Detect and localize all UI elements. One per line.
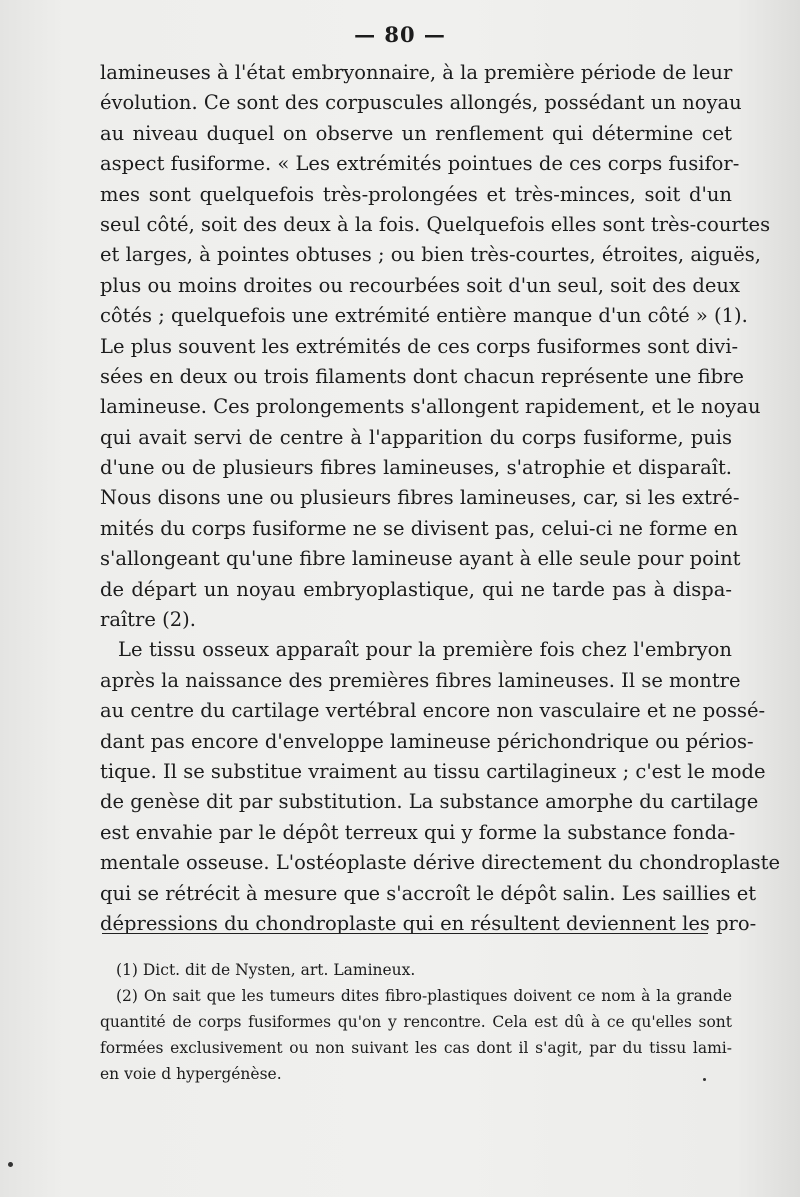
paper-speck	[8, 1162, 13, 1167]
text-line: évolution. Ce sont des corpuscules allongés, possédant un noyau	[100, 91, 742, 115]
text-line: Le plus souvent les extrémités de ces corps fusiformes sont divi-	[100, 334, 739, 358]
footnote-line: quantité de corps fusiformes qu'on y rencontre. Cela est dû à ce qu'elles sont	[100, 1013, 732, 1031]
text-line: qui se rétrécit à mesure que s'accroît le dépôt salin. Les saillies et	[100, 881, 757, 905]
footnote-line: (1) Dict. dit de Nysten, art. Lamineux.	[116, 961, 416, 979]
text-line: d'une ou de plusieurs fibres lamineuses, s'atrophie et disparaît.	[100, 456, 732, 480]
text-line: au niveau duquel on observe un renflement qui détermine cet	[100, 121, 732, 145]
footnote-line: formées exclusivement ou non suivant les cas dont il s'agit, par du tissu lami-	[100, 1039, 732, 1057]
text-line: aspect fusiforme. « Les extrémités pointues de ces corps fusifor-	[100, 152, 740, 176]
text-line: raître (2).	[100, 608, 196, 632]
text-line: mes sont quelquefois très-prolongées et très-minces, soit d'un	[100, 182, 732, 206]
text-line: Nous disons une ou plusieurs fibres lamineuses, car, si les extré-	[100, 486, 740, 510]
text-line: lamineuse. Ces prolongements s'allongent rapidement, et le noyau	[100, 395, 761, 419]
footnote-separator	[102, 933, 708, 934]
text-line: tique. Il se substitue vraiment au tissu cartilagineux ; c'est le mode	[100, 759, 766, 783]
text-line: de départ un noyau embryoplastique, qui ne tarde pas à dispa-	[100, 577, 732, 601]
text-line: côtés ; quelquefois une extrémité entière manque d'un côté » (1).	[100, 304, 748, 328]
footnote-line: en voie d hypergénèse.	[100, 1065, 282, 1083]
text-line: au centre du cartilage vertébral encore non vasculaire et ne possé-	[100, 699, 766, 723]
page-number: — 80 —	[354, 22, 446, 47]
text-line: est envahie par le dépôt terreux qui y forme la substance fonda-	[100, 820, 736, 844]
text-line: seul côté, soit des deux à la fois. Quelquefois elles sont très-courtes	[100, 212, 771, 236]
text-line: sées en deux ou trois filaments dont chacun représente une fibre	[100, 364, 744, 388]
text-line: s'allongeant qu'une fibre lamineuse ayant à elle seule pour point	[100, 547, 741, 571]
text-line: mentale osseuse. L'ostéoplaste dérive directement du chondroplaste	[100, 851, 781, 875]
text-line: Le tissu osseux apparaît pour la première fois chez l'embryon	[118, 638, 732, 662]
text-line: qui avait servi de centre à l'apparition du corps fusiforme, puis	[100, 425, 732, 449]
text-line: dant pas encore d'enveloppe lamineuse périchondrique ou périos-	[100, 729, 754, 753]
footnote-line: (2) On sait que les tumeurs dites fibro-plastiques doivent ce nom à la grande	[116, 987, 732, 1005]
text-line: mités du corps fusiforme ne se divisent pas, celui-ci ne forme en	[100, 516, 738, 540]
text-line: plus ou moins droites ou recourbées soit d'un seul, soit des deux	[100, 273, 740, 297]
text-line: de genèse dit par substitution. La substance amorphe du cartilage	[100, 790, 759, 814]
text-line: après la naissance des premières fibres lamineuses. Il se montre	[100, 668, 741, 692]
footnotes	[100, 957, 732, 1087]
text-line: lamineuses à l'état embryonnaire, à la première période de leur	[100, 61, 733, 84]
text-line: dépressions du chondroplaste qui en résultent deviennent les pro-	[100, 911, 757, 935]
paper-speck	[703, 1078, 706, 1081]
body-text	[100, 58, 781, 939]
text-line: et larges, à pointes obtuses ; ou bien très-courtes, étroites, aiguës,	[100, 243, 761, 267]
